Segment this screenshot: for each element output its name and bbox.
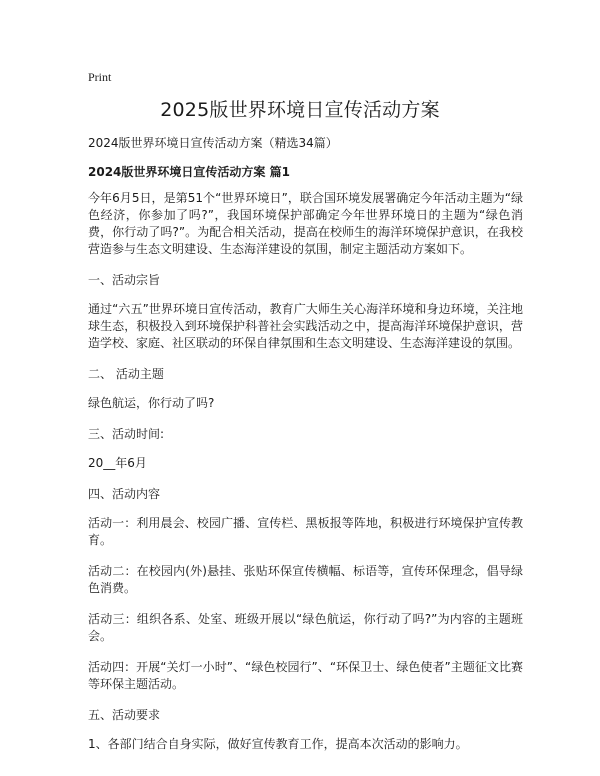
activity-2-paragraph: 活动二：在校园内(外)悬挂、张贴环保宣传横幅、标语等，宣传环保理念，倡导绿色消费。 — [88, 564, 523, 595]
print-link[interactable]: Print — [88, 70, 112, 84]
time-paragraph: 20__年6月 — [88, 456, 147, 470]
time-heading: 三、活动时间: — [88, 427, 165, 441]
purpose-heading: 一、活动宗旨 — [88, 273, 161, 287]
requirements-heading: 五、活动要求 — [88, 708, 161, 722]
intro-paragraph: 今年6月5日，是第51个“世界环境日”，联合国环境发展署确定今年活动主题为“绿色经济，你参加了吗?”，我国环境保护部确定今年世界环境日的主题为“绿色消费，你行动了吗?”。为配合相关活动，提高在校师生的海洋环境保护意识，在我校营造参与生态文明建设、生态海洋建设的氛围，制定主题活动方案如下。 — [88, 191, 523, 256]
page-title: 2025版世界环境日宣传活动方案 — [160, 99, 440, 121]
content-heading: 四、活动内容 — [88, 487, 161, 501]
document-subtitle: 2024版世界环境日宣传活动方案（精选34篇） — [88, 136, 338, 150]
activity-1-paragraph: 活动一：利用晨会、校园广播、宣传栏、黑板报等阵地，积极进行环境保护宣传教育。 — [88, 516, 523, 547]
document-body — [88, 190, 523, 767]
section-heading: 2024版世界环境日宣传活动方案 篇1 — [88, 165, 290, 179]
activity-3-paragraph: 活动三：组织各系、处室、班级开展以“绿色航运，你行动了吗?”为内容的主题班会。 — [88, 612, 523, 643]
activity-4-paragraph: 活动四：开展“关灯一小时”、“绿色校园行”、“环保卫士、绿色使者”主题征文比赛等环保主题活动。 — [88, 660, 523, 691]
theme-heading: 二、 活动主题 — [88, 367, 164, 381]
purpose-paragraph: 通过“六五”世界环境日宣传活动，教育广大师生关心海洋环境和身边环境，关注地球生态，积极投入到环境保护科普社会实践活动之中，提高海洋环境保护意识，营造学校、家庭、社区联动的环保自律氛围和生态文明建设、生态海洋建设的氛围。 — [88, 302, 523, 350]
requirement-1-paragraph: 1、各部门结合自身实际，做好宣传教育工作，提高本次活动的影响力。 — [88, 737, 468, 751]
theme-paragraph: 绿色航运，你行动了吗? — [88, 396, 215, 410]
